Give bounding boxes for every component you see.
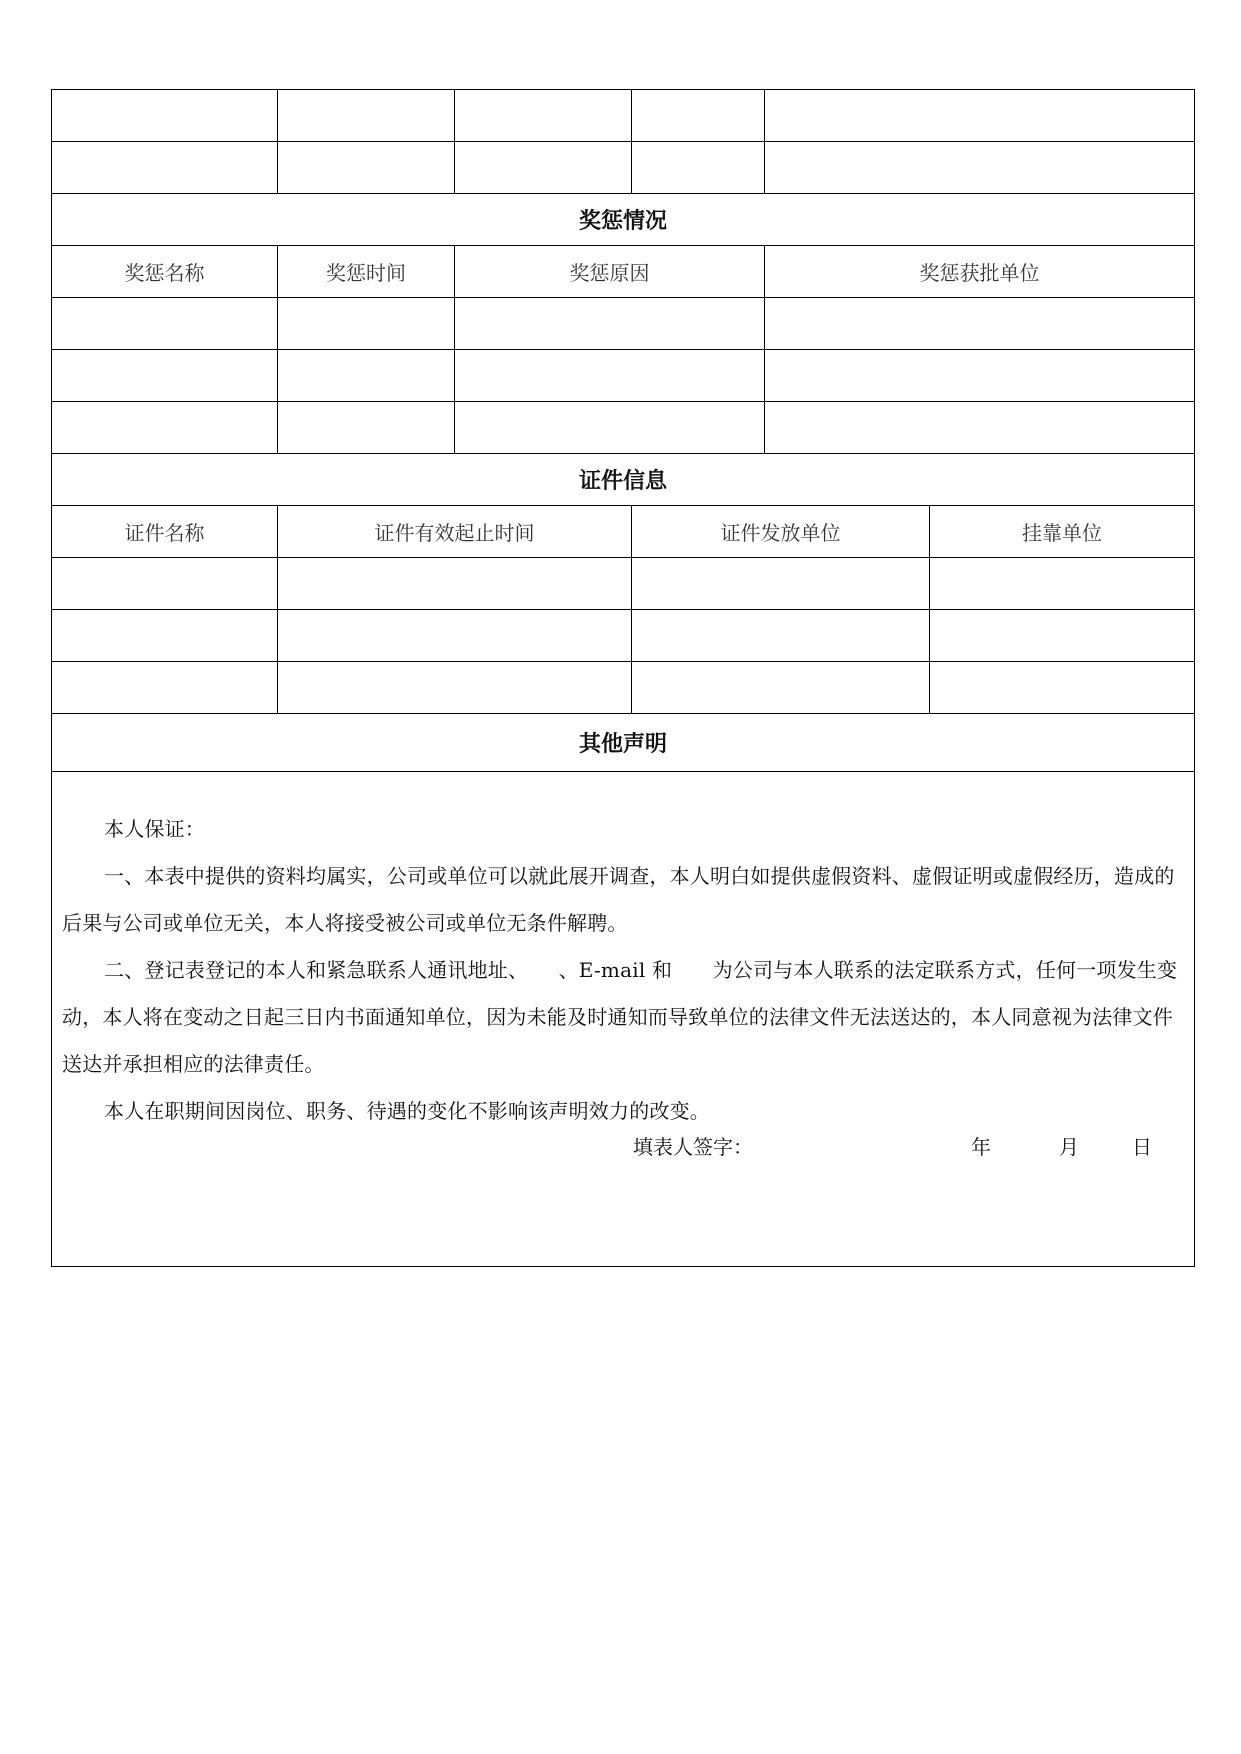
table-cell[interactable] [455,142,632,194]
certificates-row [52,610,1195,662]
certificates-affiliation-input[interactable] [930,558,1195,610]
awards-time-input[interactable] [278,402,455,454]
certificates-section-title: 证件信息 [52,454,1195,506]
table-cell[interactable] [765,90,1195,142]
certificates-validity-input[interactable] [278,610,632,662]
awards-header-approver: 奖惩获批单位 [765,246,1195,298]
statement-section-title: 其他声明 [52,714,1195,772]
awards-row [52,402,1195,454]
statement-paragraph: 本人在职期间因岗位、职务、待遇的变化不影响该声明效力的改变。 [104,1099,710,1123]
awards-row [52,350,1195,402]
registration-form-table [51,89,1195,1267]
table-row [52,142,1195,194]
certificates-row [52,662,1195,714]
statement-section-header [52,714,1195,772]
table-cell[interactable] [632,90,765,142]
certificates-header-validity: 证件有效起止时间 [278,506,632,558]
certificates-row [52,558,1195,610]
table-cell[interactable] [52,90,278,142]
table-cell[interactable] [765,142,1195,194]
awards-section-title: 奖惩情况 [52,194,1195,246]
certificates-validity-input[interactable] [278,558,632,610]
statement-paragraph: 二、登记表登记的本人和紧急联系人通讯地址、 、E-mail 和 为公司与本人联系的法定联系方式，任何一项发生变动，本人将在变动之日起三日内书面通知单位，因为未能及时通知而导致单位的法律文件无法送达的，本人同意视为法律文件送达并承担相应的法律责任。 [62,958,1178,1076]
certificates-header-affiliation: 挂靠单位 [930,506,1195,558]
statement-body [52,772,1195,1267]
awards-header-row [52,246,1195,298]
awards-row [52,298,1195,350]
awards-name-input[interactable] [52,402,278,454]
table-cell[interactable] [52,142,278,194]
awards-name-input[interactable] [52,350,278,402]
awards-reason-input[interactable] [455,298,765,350]
signature-field[interactable] [762,1127,992,1161]
awards-approver-input[interactable] [765,402,1195,454]
awards-reason-input[interactable] [455,350,765,402]
awards-header-name: 奖惩名称 [52,246,278,298]
awards-section-header [52,194,1195,246]
signature-line [62,1127,1184,1167]
awards-header-reason: 奖惩原因 [455,246,765,298]
table-cell[interactable] [278,90,455,142]
certificates-affiliation-input[interactable] [930,662,1195,714]
awards-time-input[interactable] [278,350,455,402]
month-label: 月 [1059,1135,1079,1159]
awards-approver-input[interactable] [765,350,1195,402]
statement-paragraph: 本人保证： [104,817,205,841]
certificates-name-input[interactable] [52,610,278,662]
certificates-issuer-input[interactable] [632,610,930,662]
certificates-header-row [52,506,1195,558]
certificates-header-issuer: 证件发放单位 [632,506,930,558]
statement-row [52,772,1195,1267]
awards-approver-input[interactable] [765,298,1195,350]
certificates-affiliation-input[interactable] [930,610,1195,662]
certificates-name-input[interactable] [52,662,278,714]
day-label: 日 [1132,1135,1152,1159]
certificates-issuer-input[interactable] [632,662,930,714]
signature-label: 填表人签字： [633,1135,753,1159]
certificates-header-name: 证件名称 [52,506,278,558]
statement-paragraph: 一、本表中提供的资料均属实，公司或单位可以就此展开调查，本人明白如提供虚假资料、虚假证明或虚假经历，造成的后果与公司或单位无关，本人将接受被公司或单位无条件解聘。 [62,864,1175,935]
certificates-validity-input[interactable] [278,662,632,714]
table-cell[interactable] [455,90,632,142]
table-cell[interactable] [278,142,455,194]
awards-name-input[interactable] [52,298,278,350]
certificates-name-input[interactable] [52,558,278,610]
table-cell[interactable] [632,142,765,194]
awards-reason-input[interactable] [455,402,765,454]
certificates-section-header [52,454,1195,506]
awards-time-input[interactable] [278,298,455,350]
awards-header-time: 奖惩时间 [278,246,455,298]
certificates-issuer-input[interactable] [632,558,930,610]
table-row [52,90,1195,142]
year-label: 年 [971,1135,991,1159]
